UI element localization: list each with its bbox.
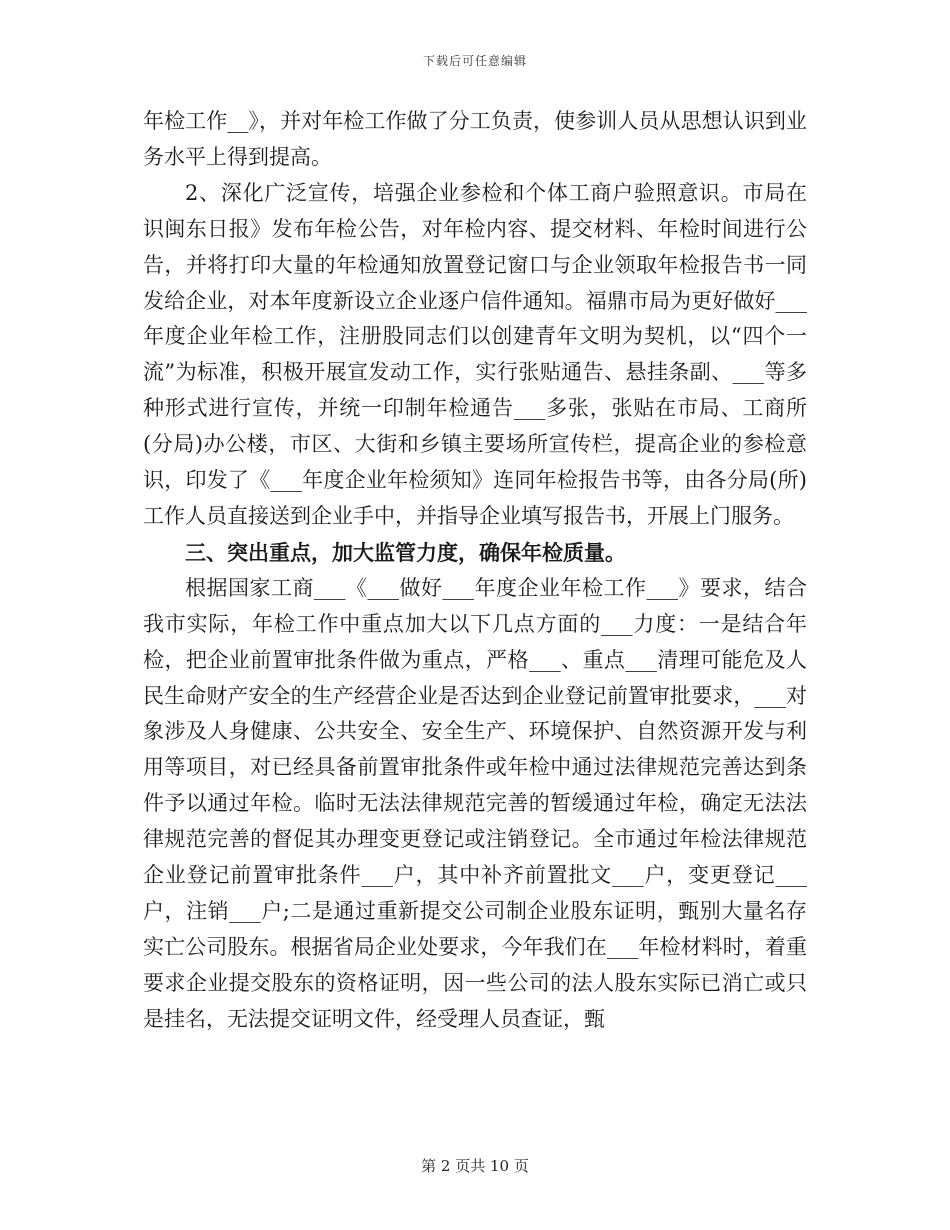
document-body (143, 104, 807, 1038)
section-heading-3: 三、突出重点，加大监管力度，确保年检质量。 (185, 539, 626, 565)
page-header: 下载后可任意编辑 (422, 54, 527, 68)
paragraph-publicity: 2、深化广泛宣传，培强企业参检和个体工商户验照意识。市局在识闽东日报》发布年检公告，对年检内容、提交材料、年检时间进行公告，并将打印大量的年检通知放置登记窗口与企业领取年检报告书一同发给企业，对本年度新设立企业逐户信件通知。福鼎市局为更好做好___年度企业年检工作，注册股同志们以创建青年文明为契机，以“四个一流”为标准，积极开展宣发动工作，实行张贴通告、悬挂条副、___等多种形式进行宣传，并统一印制年检通告___多张，张贴在市局、工商所(分局)办公楼，市区、大街和乡镇主要场所宣传栏，提高企业的参检意识，印发了《___年度企业年检须知》连同年检报告书等，由各分局(所)工作人员直接送到企业手中，并指导企业填写报告书，开展上门服务。 (143, 180, 807, 528)
page-number-footer: 第 2 页共 10 页 (421, 1157, 529, 1175)
paragraph-continuation: 年检工作__》，并对年检工作做了分工负责，使参训人员从思想认识到业务水平上得到提高。 (143, 109, 807, 169)
paragraph-supervision: 根据国家工商___《___做好___年度企业年检工作___》要求，结合我市实际，年检工作中重点加大以下几点方面的___力度：一是结合年检，把企业前置审批条件做为重点，严格___、重点___清理可能危及人民生命财产安全的生产经营企业是否达到企业登记前置审批要求，___对象涉及人身健康、公共安全、安全生产、环境保护、自然资源开发与利用等项目，对已经具备前置审批条件或年检中通过法律规范完善达到条件予以通过年检。临时无法法律规范完善的暂缓通过年检，确定无法法律规范完善的督促其办理变更登记或注销登记。全市通过年检法律规范企业登记前置审批条件___户，其中补齐前置批文___户，变更登记___户，注销___户;二是通过重新提交公司制企业股东证明，甄别大量名存实亡公司股东。根据省局企业处要求，今年我们在___年检材料时，着重要求企业提交股东的资格证明，因一些公司的法人股东实际已消亡或只是挂名，无法提交证明文件，经受理人员查证，甄 (143, 575, 807, 1031)
